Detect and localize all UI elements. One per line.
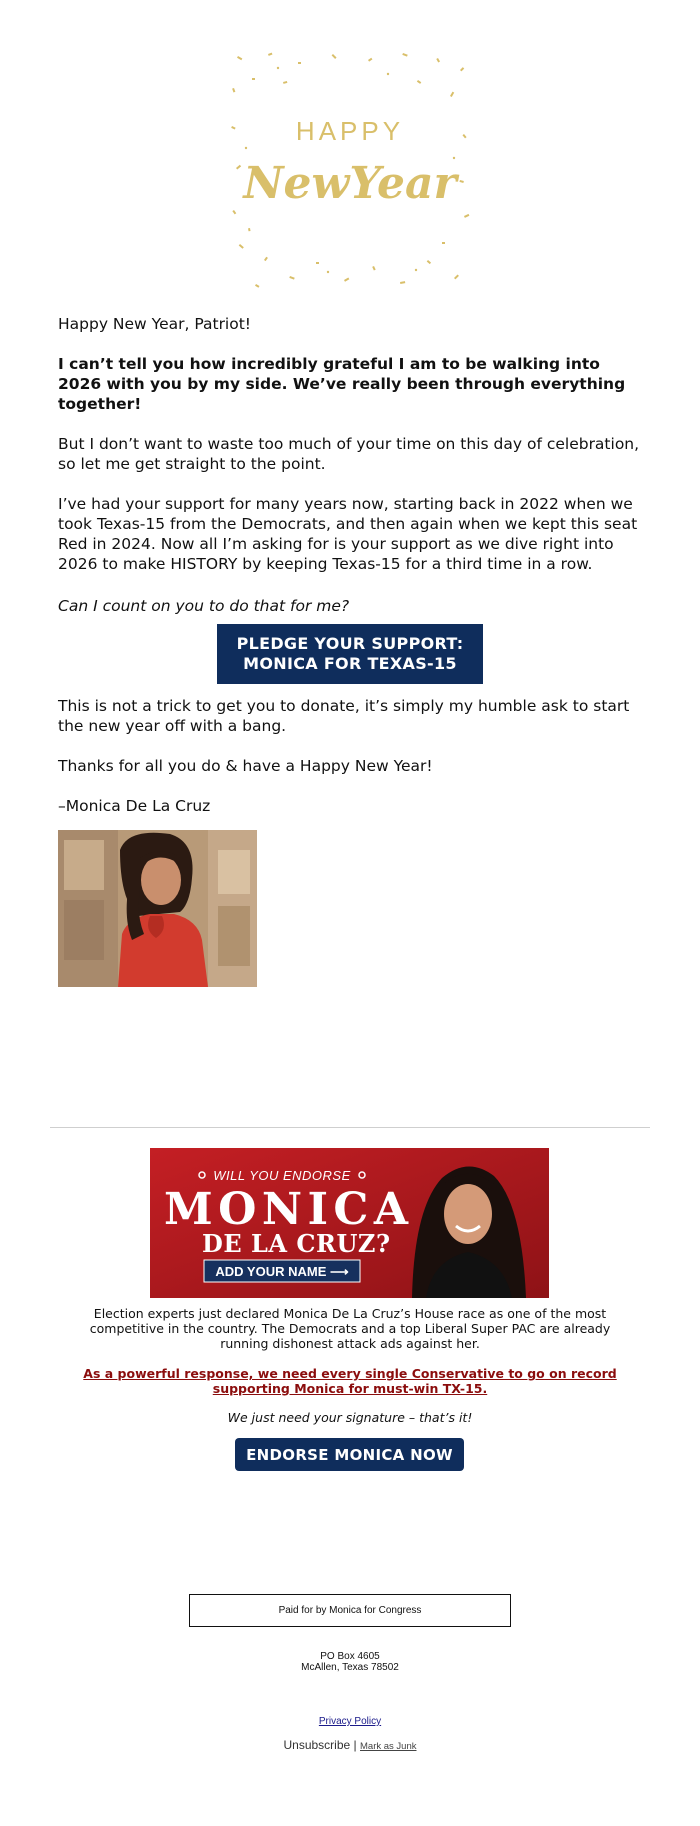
happy-new-year-image xyxy=(228,48,472,292)
thanks-line: Thanks for all you do & have a Happy New Year! xyxy=(58,757,433,775)
section-divider xyxy=(50,1127,650,1128)
unsubscribe-link[interactable]: Unsubscribe xyxy=(283,1738,351,1752)
paragraph-support-history: I’ve had your support for many years now, starting back in 2022 when we took Texas-15 from the Democrats, and then again when we kept this seat Red in 2024. Now all I’m asking for is your support as we dive right into 2026 to make HISTORY by keeping Texas-15 for a third time in a row. xyxy=(58,495,638,573)
pledge-button-line2: MONICA FOR TEXAS-15 xyxy=(243,654,457,673)
signature-line: We just need your signature – that’s it! xyxy=(227,1410,473,1425)
signature: –Monica De La Cruz xyxy=(58,797,211,815)
opening-bold-paragraph: I can’t tell you how incredibly grateful I am to be walking into 2026 with you by my side. We’ve really been through everything together! xyxy=(58,355,626,413)
paid-for-disclaimer: Paid for by Monica for Congress xyxy=(189,1594,511,1627)
paragraph-not-a-trick: This is not a trick to get you to donate, it’s simply my humble ask to start the new year off with a bang. xyxy=(58,697,630,735)
endorse-monica-button[interactable]: ENDORSE MONICA NOW xyxy=(235,1438,464,1471)
happy-text: HAPPY xyxy=(295,116,405,146)
paragraph-time: But I don’t want to waste too much of your time on this day of celebration, so let me get straight to the point. xyxy=(58,435,640,473)
promo-body: Election experts just declared Monica De La Cruz’s House race as one of the most competitive in the country. The Democrats and a top Liberal Super PAC are already running dishonest attack ads against her. xyxy=(89,1306,611,1351)
banner-name-line2: DE LA CRUZ? xyxy=(202,1229,390,1258)
unsubscribe-row xyxy=(200,1738,500,1752)
new-year-text: NewYear xyxy=(243,158,457,209)
pledge-button-line1: PLEDGE YOUR SUPPORT: xyxy=(236,634,464,653)
banner-kicker: WILL YOU ENDORSE xyxy=(213,1168,351,1183)
banner-name-line1: MONICA xyxy=(164,1184,408,1235)
banner-cta[interactable]: ADD YOUR NAME ⟶ xyxy=(215,1264,349,1279)
pledge-support-button[interactable] xyxy=(217,624,483,684)
privacy-policy-link[interactable]: Privacy Policy xyxy=(318,1716,382,1727)
greeting: Happy New Year, Patriot! xyxy=(58,315,252,333)
promo-link[interactable]: As a powerful response, we need every single Conservative to go on record supporting Monica for must-win TX-15. xyxy=(83,1366,617,1396)
mark-as-junk-link[interactable]: Mark as Junk xyxy=(360,1741,417,1752)
footer-separator: | xyxy=(353,1738,357,1752)
endorse-banner[interactable] xyxy=(150,1148,549,1298)
question-line: Can I count on you to do that for me? xyxy=(58,597,350,615)
confetti-graphic xyxy=(228,48,472,292)
address-line1: PO Box 4605 xyxy=(320,1651,380,1662)
address-line2: McAllen, Texas 78502 xyxy=(301,1662,399,1673)
candidate-photo xyxy=(58,830,257,987)
